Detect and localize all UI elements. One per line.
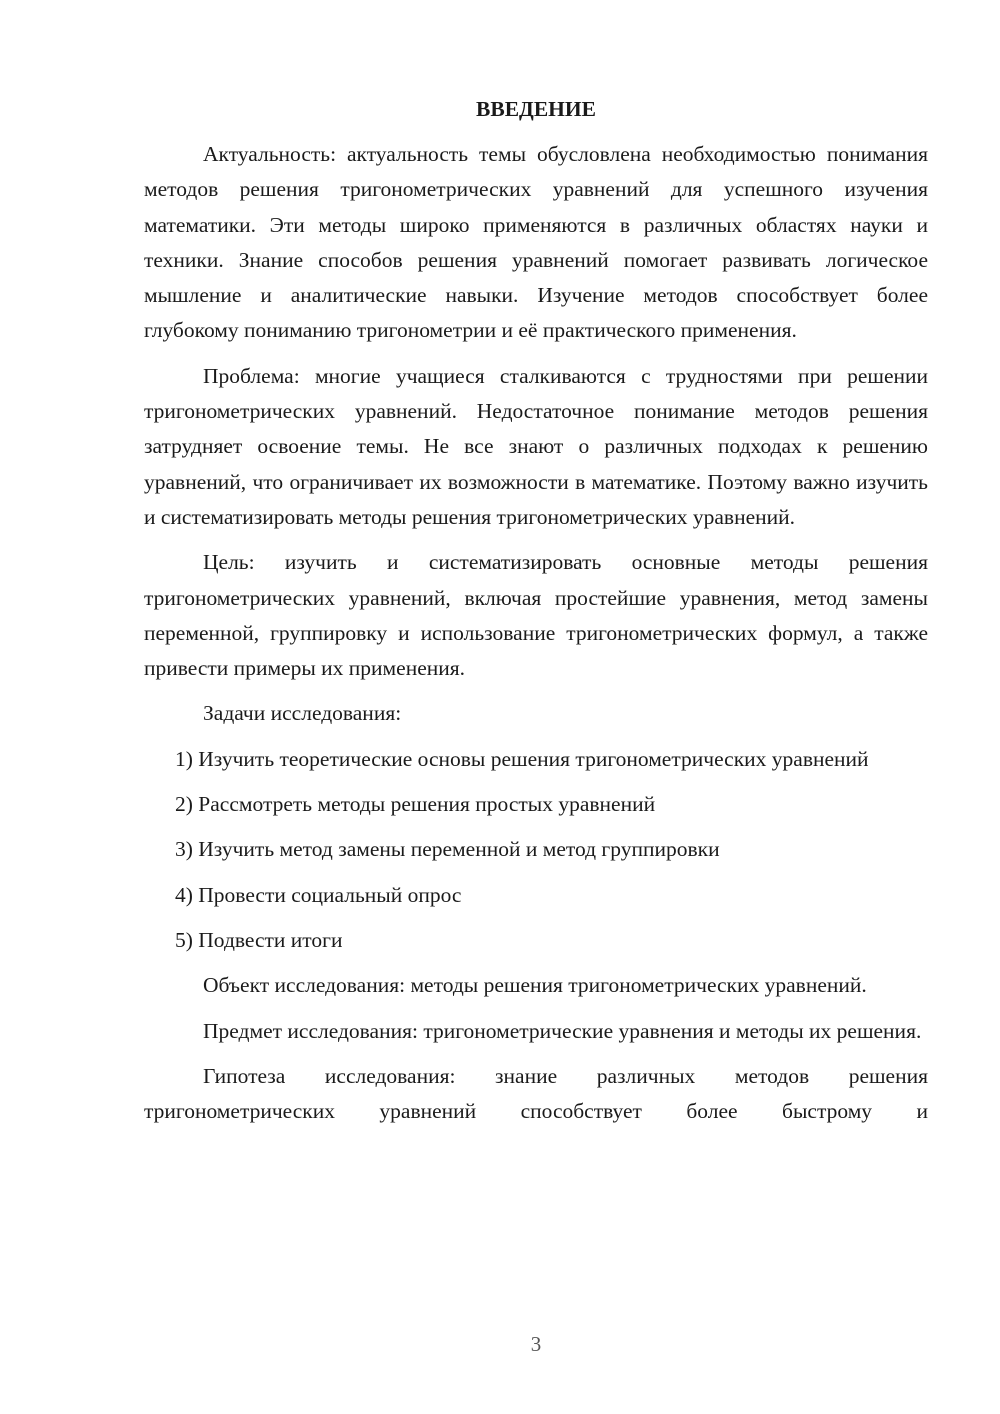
page-number: 3 [530,1332,542,1356]
task-item: 1) Изучить теоретические основы решения тригонометрических уравнений [175,746,869,771]
goal-paragraph: Цель: изучить и систематизировать основные методы решения тригонометрических уравнений, включая простейшие уравнения, метод замены переменной, группировку и использование тригонометрических формул, а также привести примеры их применения. [144,550,928,681]
problem-paragraph: Проблема: многие учащиеся сталкиваются с трудностями при решении тригонометрических уравнений. Недостаточное понимание методов решения затрудняет освоение темы. Не все знают о различных подходах к решению уравнений, что ограничивает их возможности в математике. Поэтому важно изучить и систематизировать методы решения тригонометрических уравнений. [144,363,928,529]
task-item: 3) Изучить метод замены переменной и метод группировки [175,837,720,862]
subject-paragraph: Предмет исследования: тригонометрические уравнения и методы их решения. [203,1018,922,1043]
document-page [144,92,928,1139]
relevance-paragraph: Актуальность: актуальность темы обусловлена необходимостью понимания методов решения тригонометрических уравнений для успешного изучения математики. Эти методы широко применяются в различных областях науки и техники. Знание способов решения уравнений помогает развивать логическое мышление и аналитические навыки. Изучение методов способствует более глубокому пониманию тригонометрии и её практического применения. [144,142,928,343]
section-heading: ВВЕДЕНИЕ [476,97,596,121]
tasks-title: Задачи исследования: [203,701,402,726]
task-item: 5) Подвести итоги [175,927,343,952]
task-item: 4) Провести социальный опрос [175,882,462,907]
hypothesis-paragraph: Гипотеза исследования: знание различных методов решения тригонометрических уравнений способствует более быстрому и [144,1063,928,1124]
object-paragraph: Объект исследования: методы решения тригонометрических уравнений. [203,973,867,998]
task-item: 2) Рассмотреть методы решения простых уравнений [175,792,656,817]
